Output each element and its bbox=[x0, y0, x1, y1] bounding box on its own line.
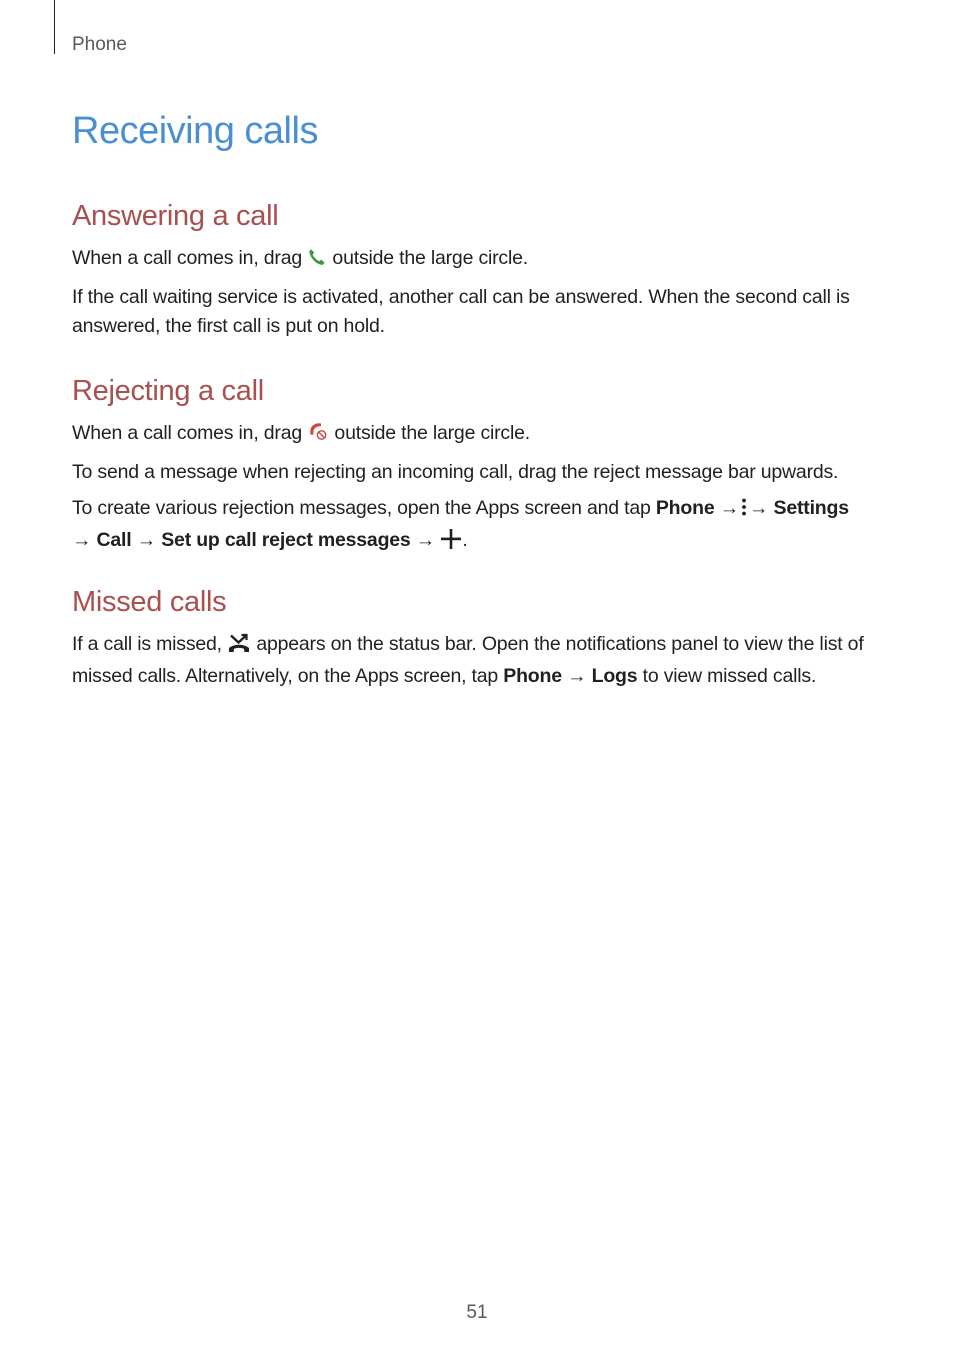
menu-path-phone: Phone bbox=[503, 665, 562, 687]
section-missed bbox=[72, 584, 892, 698]
heading-missed: Missed calls bbox=[72, 586, 227, 618]
rejecting-paragraph-2: To send a message when rejecting an incoming call, drag the reject message bar upwards. bbox=[72, 461, 839, 483]
page-number: 51 bbox=[466, 1302, 488, 1323]
answering-paragraph-1 bbox=[72, 244, 892, 276]
missed-p1-before: If a call is missed, bbox=[72, 633, 228, 655]
rejecting-paragraph-3 bbox=[72, 494, 892, 558]
sentence-end: . bbox=[462, 529, 468, 551]
rejecting-p1-after: outside the large circle. bbox=[329, 422, 530, 444]
menu-path-setup-reject-messages: Set up call reject messages bbox=[161, 529, 411, 551]
page-title: Receiving calls bbox=[72, 110, 318, 152]
path-arrow: → bbox=[719, 497, 739, 519]
answering-paragraph-2: If the call waiting service is activated, another call can be answered. When the second call is answered, the first call is put on hold. bbox=[72, 286, 850, 337]
missed-paragraph-1 bbox=[72, 630, 892, 691]
path-arrow: → bbox=[72, 529, 92, 551]
menu-path-call: Call bbox=[96, 529, 132, 551]
menu-path-logs: Logs bbox=[591, 665, 638, 687]
answering-p1-after: outside the large circle. bbox=[327, 247, 528, 269]
path-arrow: → bbox=[749, 497, 769, 519]
path-arrow: → bbox=[415, 529, 436, 551]
path-arrow: → bbox=[567, 665, 587, 687]
margin-rule bbox=[54, 0, 55, 54]
rejecting-paragraph-1 bbox=[72, 419, 892, 451]
phone-reject-icon bbox=[307, 420, 329, 451]
heading-answering: Answering a call bbox=[72, 200, 279, 232]
missed-p1-middle: appears on the status bar. Open the notifications panel to view the list of missed calls. Alternatively, on the Apps screen, tap bbox=[72, 633, 864, 687]
menu-path-phone: Phone bbox=[655, 497, 715, 519]
section-answering bbox=[72, 198, 892, 348]
path-arrow: → bbox=[136, 529, 157, 551]
rejecting-p1-before: When a call comes in, drag bbox=[72, 422, 308, 444]
section-rejecting bbox=[72, 373, 892, 565]
phone-accept-icon bbox=[307, 247, 327, 276]
heading-rejecting: Rejecting a call bbox=[72, 375, 264, 407]
answering-p1-before: When a call comes in, drag bbox=[72, 247, 308, 269]
running-header: Phone bbox=[72, 34, 127, 55]
rejecting-p3-before: To create various rejection messages, open the Apps screen and tap bbox=[72, 497, 656, 519]
missed-p1-end: to view missed calls. bbox=[637, 665, 817, 687]
more-options-icon bbox=[739, 497, 749, 526]
menu-path-settings: Settings bbox=[773, 497, 849, 519]
plus-icon bbox=[440, 529, 462, 558]
missed-call-icon bbox=[227, 633, 251, 662]
